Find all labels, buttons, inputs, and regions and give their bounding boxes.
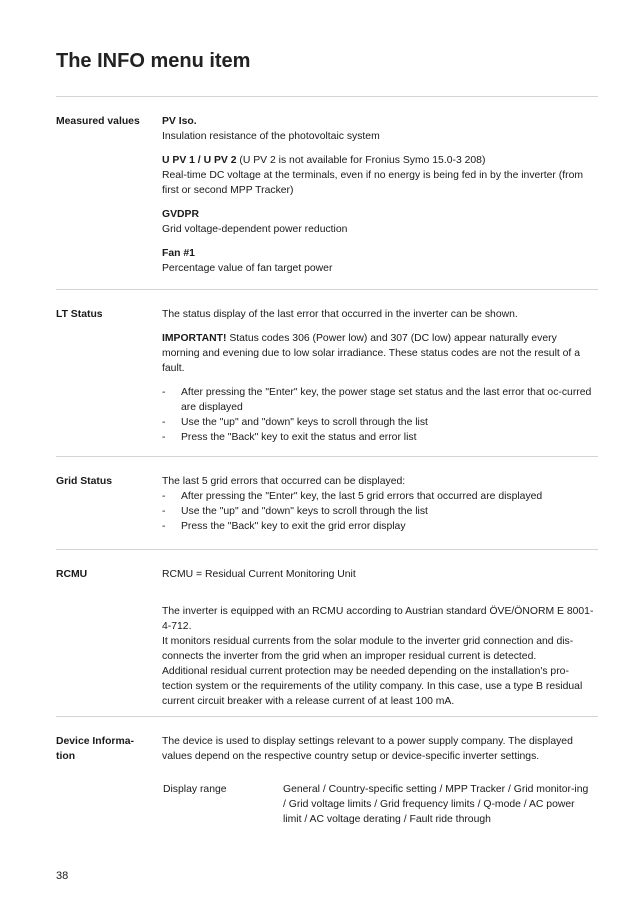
list-item: - Use the "up" and "down" keys to scroll through the list xyxy=(162,415,594,430)
section-label-measured-values: Measured values xyxy=(56,116,140,127)
list-item: - After pressing the "Enter" key, the power stage set status and the last error that oc-curred are displayed xyxy=(162,385,594,415)
display-range-value: General / Country-specific setting / MPP Tracker / Grid monitor-ing / Grid voltage limits / Grid frequency limits / Q-mode / AC power limit / AC voltage derating / Fault ride through xyxy=(283,784,589,825)
display-range-row xyxy=(162,782,594,827)
section-label-device-information: Device Informa-tion xyxy=(56,736,134,762)
page-title: The INFO menu item xyxy=(56,50,251,72)
rcmu-para-2: It monitors residual currents from the solar module to the inverter grid connection and dis-connects the inverter from the grid when an improper residual current is detected. xyxy=(162,636,574,662)
section-label-rcmu: RCMU xyxy=(56,569,88,580)
device-info-intro: The device is used to display settings relevant to a power supply company. The displayed values depend on the respective country setup or device-specific inverter settings. xyxy=(162,736,573,762)
section-divider xyxy=(56,456,598,457)
list-item: - Use the "up" and "down" keys to scroll through the list xyxy=(162,504,594,519)
section-label-lt-status: LT Status xyxy=(56,309,103,320)
grid-status-bullet-1: After pressing the "Enter" key, the last 5 grid errors that occurred are displayed xyxy=(181,491,543,502)
important-heading: IMPORTANT! xyxy=(162,333,227,344)
section-label-grid-status: Grid Status xyxy=(56,476,113,487)
list-item: - Press the "Back" key to exit the status and error list xyxy=(162,430,594,445)
important-text: Status codes 306 (Power low) and 307 (DC low) appear naturally every morning and evening due to low solar irradiance. These status codes are not the result of a fault. xyxy=(162,333,580,374)
grid-status-intro: The last 5 grid errors that occurred can be displayed: xyxy=(162,476,406,487)
display-range-label: Display range xyxy=(163,784,227,795)
rcmu-para-3: Additional residual current protection may be needed depending on the installation's pro-tection system or the requirements of the utility company. In this case, use a type B residual current circuit breaker with a release current of at least 100 mA. xyxy=(162,666,583,707)
list-item: - After pressing the "Enter" key, the last 5 grid errors that occurred are displayed xyxy=(162,489,594,504)
pv-iso-heading: PV Iso. xyxy=(162,116,197,127)
pv-iso-text: Insulation resistance of the photovoltaic system xyxy=(162,131,380,142)
lt-status-bullet-3: Press the "Back" key to exit the status and error list xyxy=(181,432,417,443)
lt-status-intro: The status display of the last error that occurred in the inverter can be shown. xyxy=(162,309,518,320)
section-divider xyxy=(56,289,598,290)
rcmu-definition: RCMU = Residual Current Monitoring Unit xyxy=(162,569,356,580)
rcmu-para-1: The inverter is equipped with an RCMU according to Austrian standard ÖVE/ÖNORM E 8001-4-712. xyxy=(162,606,594,632)
section-content-lt-status xyxy=(162,307,594,445)
section-content-rcmu xyxy=(162,567,594,709)
fan-heading: Fan #1 xyxy=(162,248,195,259)
upv-text: Real-time DC voltage at the terminals, even if no energy is being fed in by the inverter (from first or second MPP Tracker) xyxy=(162,170,584,196)
grid-status-bullet-3: Press the "Back" key to exit the grid error display xyxy=(181,521,406,532)
section-divider xyxy=(56,96,598,97)
lt-status-bullet-2: Use the "up" and "down" keys to scroll through the list xyxy=(181,417,428,428)
gvdpr-heading: GVDPR xyxy=(162,209,199,220)
fan-text: Percentage value of fan target power xyxy=(162,263,333,274)
list-item: - Press the "Back" key to exit the grid error display xyxy=(162,519,594,534)
lt-status-bullet-1: After pressing the "Enter" key, the power stage set status and the last error that oc-curred are displayed xyxy=(181,387,592,413)
gvdpr-text: Grid voltage-dependent power reduction xyxy=(162,224,348,235)
section-divider xyxy=(56,716,598,717)
grid-status-bullet-2: Use the "up" and "down" keys to scroll through the list xyxy=(181,506,428,517)
upv-heading: U PV 1 / U PV 2 xyxy=(162,155,237,166)
section-content-measured-values xyxy=(162,114,594,276)
section-content-device-information xyxy=(162,734,594,827)
section-content-grid-status xyxy=(162,474,594,534)
section-divider xyxy=(56,549,598,550)
upv-note: (U PV 2 is not available for Fronius Symo 15.0-3 208) xyxy=(236,155,486,166)
page-number: 38 xyxy=(56,870,69,882)
